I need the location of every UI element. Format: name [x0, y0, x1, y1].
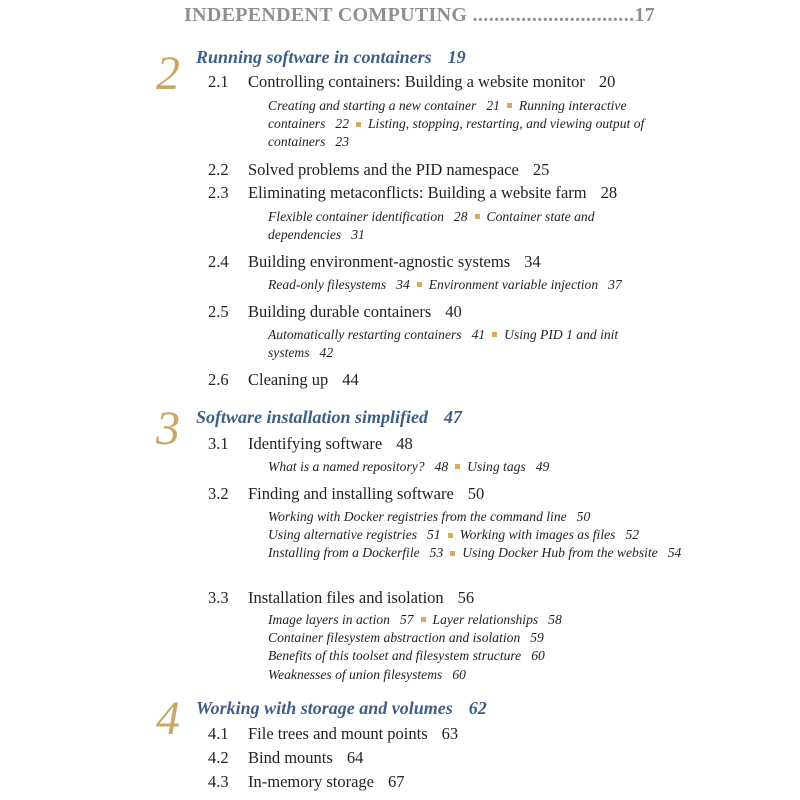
- subtopic-item[interactable]: [268, 545, 443, 560]
- section-entry[interactable]: [208, 252, 541, 272]
- section-entry[interactable]: [208, 72, 615, 92]
- subtopic-page: 51: [427, 527, 441, 543]
- section-number: 3.2: [208, 484, 229, 503]
- subtopic-list: [268, 276, 688, 294]
- subtopic-page: 21: [486, 98, 500, 113]
- subtopic-text: Container state and dependencies: [268, 209, 595, 243]
- subtopic-text: Environment variable injection: [428, 277, 599, 292]
- subtopic-item[interactable]: [268, 277, 410, 292]
- section-title: Cleaning up: [248, 370, 329, 389]
- section-page: 50: [467, 484, 485, 503]
- subtopic-page: 48: [434, 459, 449, 474]
- chapter-title[interactable]: [196, 407, 462, 428]
- bullet-separator: [450, 551, 455, 556]
- section-entry[interactable]: [208, 160, 549, 180]
- subtopic-item[interactable]: [433, 612, 562, 627]
- subtopic-text: Layer relationships: [432, 612, 539, 627]
- section-entry[interactable]: [208, 748, 363, 768]
- bullet-separator: [356, 122, 361, 127]
- chapter-title-text: Running software in containers: [196, 47, 432, 67]
- subtopic-text: Using alternative registries: [268, 527, 418, 543]
- section-title: Building durable containers: [248, 302, 432, 321]
- chapter-title[interactable]: [196, 698, 487, 719]
- part-header: [184, 4, 704, 27]
- section-page: 67: [388, 772, 405, 791]
- subtopic-text: Running interactive containers: [268, 98, 627, 132]
- subtopic-list: [268, 508, 688, 563]
- chapter-title-text: Software installation simplified: [196, 407, 429, 427]
- part-title: INDEPENDENT COMPUTING: [184, 4, 468, 26]
- leader-dots: ..............................: [472, 4, 635, 26]
- subtopic-text: Image layers in action: [268, 612, 390, 627]
- section-page: 28: [600, 183, 618, 202]
- subtopic-text: Using PID 1 and init systems: [268, 327, 619, 361]
- subtopic-page: 31: [351, 227, 365, 243]
- bullet-separator: [492, 332, 497, 337]
- subtopic-page: 42: [319, 345, 334, 361]
- chapter-page: 47: [444, 407, 463, 427]
- chapter-title[interactable]: [196, 47, 466, 68]
- chapter-page: 62: [468, 698, 487, 718]
- bullet-separator: [475, 214, 480, 219]
- subtopic-list: [268, 208, 688, 244]
- subtopic-list: [268, 326, 648, 362]
- subtopic-item[interactable]: [462, 545, 681, 560]
- section-entry[interactable]: [208, 484, 484, 504]
- subtopic-page: 50: [576, 509, 591, 524]
- section-title: Installation files and isolation: [248, 588, 444, 607]
- subtopic-text: Read-only filesystems: [268, 277, 387, 292]
- section-entry[interactable]: [208, 302, 462, 322]
- section-number: 3.3: [208, 588, 229, 607]
- subtopic-text: Installing from a Dockerfile: [268, 545, 420, 561]
- bullet-separator: [421, 617, 426, 622]
- section-entry[interactable]: [208, 588, 474, 608]
- subtopic-page: 37: [608, 277, 622, 292]
- section-page: 48: [396, 434, 413, 453]
- subtopic-item[interactable]: [268, 98, 500, 113]
- bullet-separator: [507, 103, 512, 108]
- subtopic-item[interactable]: [268, 459, 448, 474]
- subtopic-page: 60: [452, 666, 466, 682]
- subtopic-list: [268, 458, 688, 476]
- subtopic-page: 60: [531, 648, 545, 664]
- subtopic-page: 57: [399, 612, 414, 627]
- subtopic-text: What is a named repository?: [268, 459, 425, 474]
- subtopic-list: [268, 611, 688, 684]
- section-page: 64: [346, 748, 364, 767]
- section-number: 2.3: [208, 183, 229, 202]
- subtopic-text: Listing, stopping, restarting, and viewing output of containers: [268, 116, 645, 150]
- chapter-title-text: Working with storage and volumes: [196, 698, 453, 718]
- subtopic-text: Working with Docker registries from the command line: [268, 509, 567, 524]
- subtopic-page: 58: [548, 612, 562, 627]
- subtopic-text: Creating and starting a new container: [268, 98, 477, 113]
- section-entry[interactable]: [208, 724, 458, 744]
- subtopic-item[interactable]: [467, 459, 549, 474]
- bullet-separator: [417, 282, 422, 287]
- section-number: 2.1: [208, 72, 229, 91]
- subtopic-text: Automatically restarting containers: [268, 327, 462, 342]
- bullet-separator: [455, 464, 460, 469]
- section-entry[interactable]: [208, 772, 405, 792]
- section-title: In-memory storage: [248, 772, 374, 791]
- chapter-number: 3: [156, 402, 180, 455]
- subtopic-item[interactable]: [268, 209, 468, 224]
- bullet-separator: [448, 533, 453, 538]
- chapter-number: 4: [156, 692, 180, 745]
- subtopic-page: 54: [667, 545, 682, 561]
- subtopic-item[interactable]: [460, 527, 639, 542]
- section-page: 20: [598, 72, 616, 91]
- part-page: 17: [634, 4, 656, 26]
- section-title: Controlling containers: Building a website monitor: [248, 72, 585, 91]
- section-number: 2.6: [208, 370, 229, 389]
- subtopic-page: 52: [625, 527, 640, 543]
- section-entry[interactable]: [208, 183, 617, 203]
- section-page: 34: [524, 252, 541, 271]
- subtopic-item[interactable]: [268, 630, 544, 645]
- section-entry[interactable]: [208, 370, 359, 390]
- section-number: 2.4: [208, 252, 229, 271]
- section-entry[interactable]: [208, 434, 413, 454]
- subtopic-page: 41: [471, 327, 486, 342]
- section-number: 3.1: [208, 434, 229, 453]
- section-page: 63: [441, 724, 459, 743]
- section-page: 56: [457, 588, 475, 607]
- subtopic-page: 28: [453, 209, 468, 224]
- subtopic-item[interactable]: [268, 612, 414, 627]
- chapter-page: 19: [447, 47, 466, 67]
- subtopic-item[interactable]: [268, 667, 466, 682]
- subtopic-list: [268, 97, 688, 152]
- subtopic-page: 59: [530, 630, 544, 646]
- section-title: Finding and installing software: [248, 484, 454, 503]
- section-number: 2.5: [208, 302, 229, 321]
- subtopic-text: Benefits of this toolset and filesystem structure: [268, 648, 522, 664]
- section-title: Solved problems and the PID namespace: [248, 160, 519, 179]
- section-title: Eliminating metaconflicts: Building a website farm: [248, 183, 587, 202]
- subtopic-text: Flexible container identification: [268, 209, 444, 224]
- subtopic-page: 53: [429, 545, 444, 561]
- subtopic-text: Container filesystem abstraction and isolation: [268, 630, 521, 646]
- subtopic-item[interactable]: [268, 327, 485, 342]
- subtopic-item[interactable]: [429, 277, 622, 292]
- section-title: Identifying software: [248, 434, 383, 453]
- section-title: Bind mounts: [248, 748, 333, 767]
- subtopic-page: 34: [396, 277, 410, 292]
- section-page: 25: [532, 160, 550, 179]
- section-page: 40: [445, 302, 462, 321]
- section-title: File trees and mount points: [248, 724, 428, 743]
- section-number: 4.2: [208, 748, 229, 767]
- subtopic-text: Working with images as files: [459, 527, 616, 543]
- subtopic-text: Weaknesses of union filesystems: [268, 666, 443, 682]
- section-title: Building environment-agnostic systems: [248, 252, 511, 271]
- section-number: 2.2: [208, 160, 229, 179]
- chapter-number: 2: [156, 47, 180, 100]
- subtopic-text: Using tags: [467, 459, 526, 474]
- subtopic-item[interactable]: [268, 648, 545, 663]
- subtopic-item[interactable]: [268, 527, 441, 542]
- subtopic-text: Using Docker Hub from the website: [462, 545, 658, 561]
- section-page: 44: [342, 370, 359, 389]
- subtopic-page: 22: [335, 116, 349, 132]
- subtopic-page: 49: [535, 459, 550, 474]
- subtopic-item[interactable]: [268, 509, 590, 524]
- section-number: 4.3: [208, 772, 229, 791]
- section-number: 4.1: [208, 724, 229, 743]
- subtopic-page: 23: [335, 134, 349, 150]
